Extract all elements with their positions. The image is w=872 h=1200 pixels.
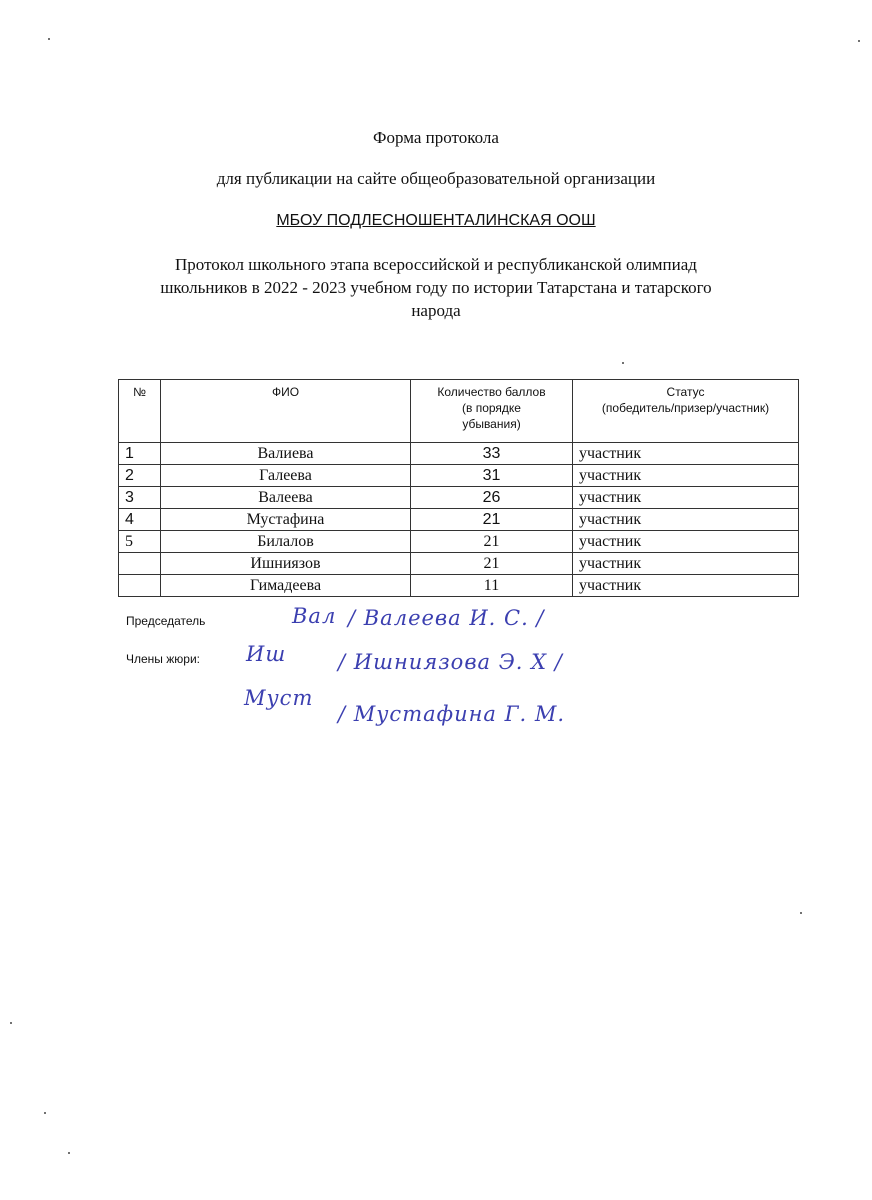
jury-label: Члены жюри: [126,652,200,666]
table-row [119,575,799,597]
col-header-status-line-2: (победитель/призер/участник) [601,401,770,415]
row-score: 11 [411,575,573,597]
col-header-number: № [119,380,161,443]
col-header-score-line-3: убывания) [462,417,521,431]
chair-name-handwritten: / Валеева И. С. / [348,606,545,630]
scan-speck [10,1022,12,1024]
row-number: 1 [119,443,161,465]
row-status: участник [573,553,799,575]
row-fio: Ишниязов [161,553,411,575]
row-fio: Билалов [161,531,411,553]
row-fio: Гимадеева [161,575,411,597]
row-status: участник [573,487,799,509]
member1-name-handwritten: / Ишниязова Э. Х / [338,650,563,674]
protocol-title-line-3: народа [411,301,461,320]
row-score: 21 [411,553,573,575]
scan-speck [858,40,860,42]
row-number: 5 [119,531,161,553]
table-header-row [119,380,799,443]
form-title: Форма протокола [373,128,499,147]
scan-speck [800,912,802,914]
col-header-fio: ФИО [161,380,411,443]
row-status: участник [573,575,799,597]
protocol-title [0,253,872,322]
col-header-score [411,380,573,443]
protocol-title-line-2: школьников в 2022 - 2023 учебном году по истории Татарстана и татарского [160,278,712,297]
results-table [118,379,799,597]
col-header-score-line-2: (в порядке [462,401,521,415]
col-header-score-line-1: Количество баллов [437,385,546,399]
row-status: участник [573,465,799,487]
row-score: 26 [411,487,573,509]
row-fio: Галеева [161,465,411,487]
table-row [119,465,799,487]
scan-speck [48,38,50,40]
col-header-status [573,380,799,443]
row-fio: Валиева [161,443,411,465]
member1-signature: Иш [246,642,287,666]
chair-label: Председатель [126,614,206,628]
row-status: участник [573,509,799,531]
table-row [119,487,799,509]
chair-signature: Вал [292,604,337,628]
table-row [119,443,799,465]
row-status: участник [573,531,799,553]
row-number [119,553,161,575]
organization-name [0,212,872,230]
member2-name-handwritten: / Мустафина Г. М. [338,702,566,726]
table-row [119,531,799,553]
row-fio: Валеева [161,487,411,509]
scan-speck [622,362,624,364]
row-score: 21 [411,531,573,553]
row-number [119,575,161,597]
table-row [119,553,799,575]
row-score: 21 [411,509,573,531]
scan-speck [44,1112,46,1114]
row-fio: Мустафина [161,509,411,531]
row-score: 31 [411,465,573,487]
row-number: 3 [119,487,161,509]
row-status: участник [573,443,799,465]
row-score: 33 [411,443,573,465]
table-row [119,509,799,531]
col-header-status-line-1: Статус [666,385,705,399]
row-number: 4 [119,509,161,531]
protocol-title-line-1: Протокол школьного этапа всероссийской и республиканской олимпиад [175,255,697,274]
form-subtitle: для публикации на сайте общеобразовательной организации [216,169,656,188]
row-number: 2 [119,465,161,487]
organization-name-text: МБОУ ПОДЛЕСНОШЕНТАЛИНСКАЯ ООШ [276,212,596,229]
scan-speck [68,1152,70,1154]
member2-signature: Муст [244,686,314,710]
